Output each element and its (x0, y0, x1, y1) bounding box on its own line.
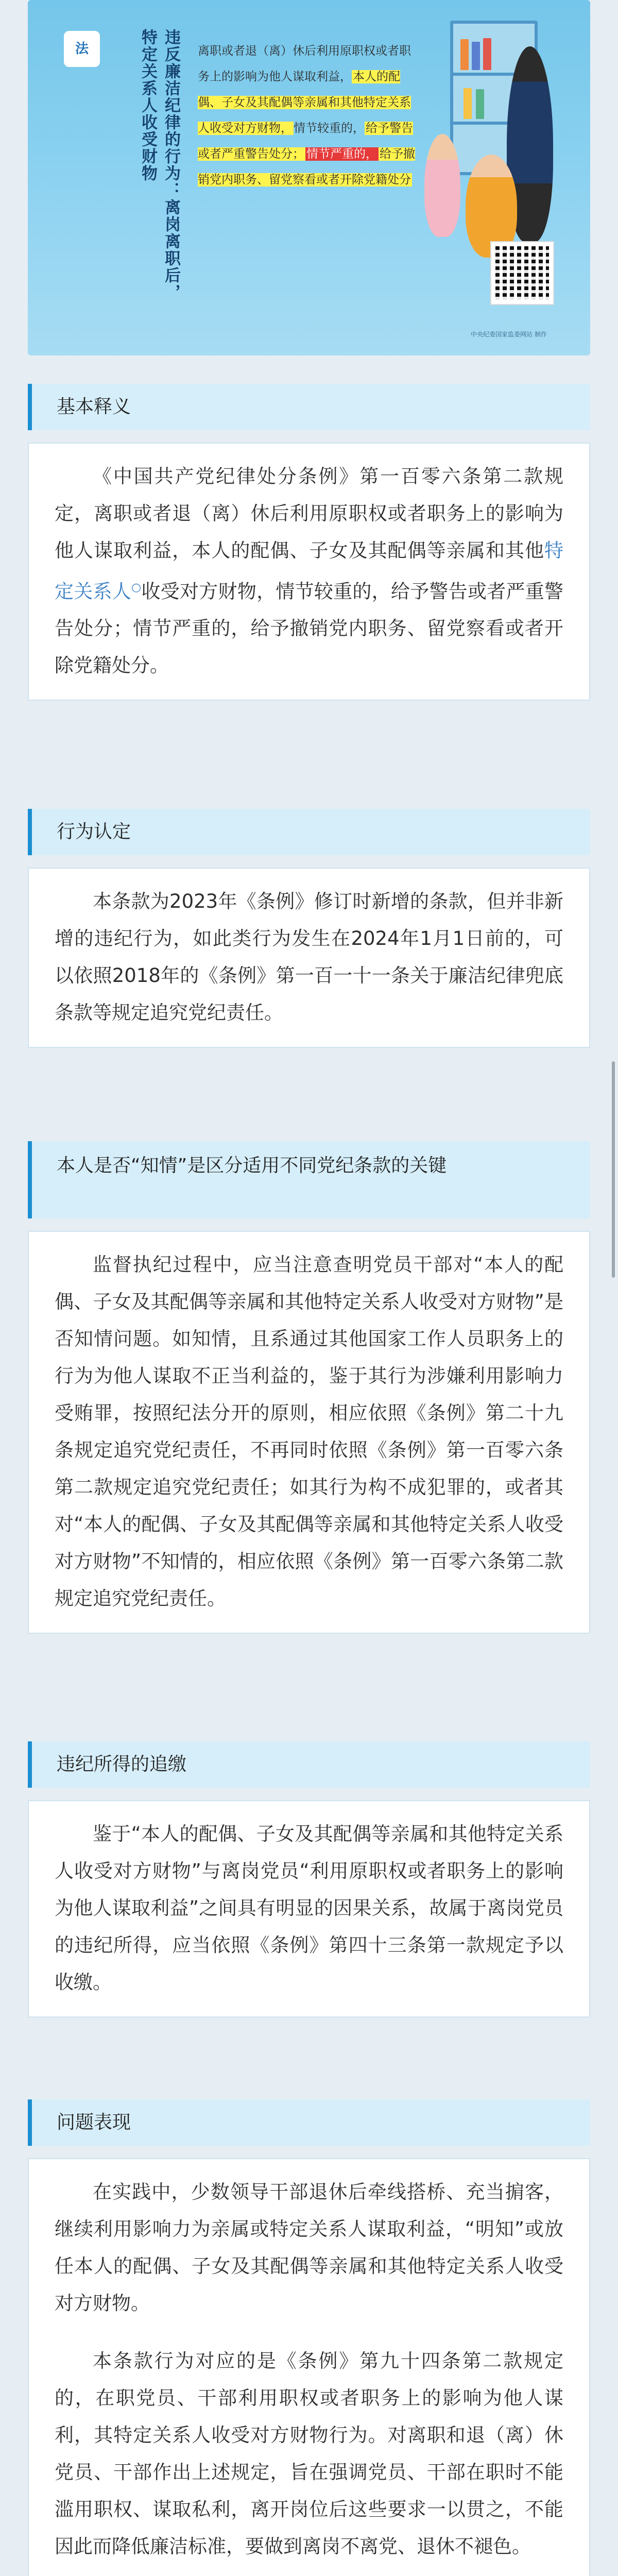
paragraph: 在实践中，少数领导干部退休后牵线搭桥、充当掮客，继续利用影响力为亲属或特定关系人谋取利益，“明知”或放任本人的配偶、子女及其配偶等亲属和其他特定关系人收受对方财物。 (55, 2181, 563, 2314)
section-title: 问题表现 (28, 2099, 590, 2146)
section-knowledge-key (28, 1141, 590, 1634)
paragraph: 鉴于“本人的配偶、子女及其配偶等亲属和其他特定关系人收受对方财物”与离岗党员“利用原职权或者职务上的影响为他人谋取利益”之间具有明显的因果关系，故属于离岗党员的违纪所得，应当依照《条例》第四十三条第一款规定予以收缴。 (55, 1823, 563, 1993)
paragraph: 《中国共产党纪律处分条例》第一百零六条第二款规定，离职或者退（离）休后利用原职权或者职务上的影响为他人谋取利益，本人的配偶、子女及其配偶等亲属和其他特定关系人○收受对方财物，情节较重的，给予警告或者严重警告处分；情节严重的，给予撤销党内职务、留党察看或者开除党籍处分。 (55, 465, 564, 677)
section-recovery-of-gains (28, 1741, 590, 2018)
section-body (28, 868, 590, 1048)
section-behavior-determination (28, 809, 590, 1048)
related-person-link[interactable]: 特定关系人 (55, 539, 563, 603)
paragraph: 监督执纪过程中，应当注意查明党员干部对“本人的配偶、子女及其配偶等亲属和其他特定关系人收受对方财物”是否知情问题。如知情，且系通过其他国家工作人员职务上的行为为他人谋取不正当利益的，鉴于其行为涉嫌利用影响力受贿罪，按照纪法分开的原则，相应依照《条例》第二十九条规定追究党纪责任，不再同时依照《条例》第一百零六条第二款规定追究党纪责任；如其行为构不成犯罪的，或者其对“本人的配偶、子女及其配偶等亲属和其他特定关系人收受对方财物”不知情的，相应依照《条例》第一百零六条第二款规定追究党纪责任。 (55, 1253, 563, 1609)
paragraph: 本条款为2023年《条例》修订时新增的条款，但并非新增的违纪行为，如此类行为发生在2024年1月1日前的，可以依照2018年的《条例》第一百一十一条关于廉洁纪律兜底条款等规定追究党纪责任。 (55, 890, 563, 1024)
section-title: 违纪所得的追缴 (28, 1741, 590, 1788)
banner-text-highlight: 给予警告或者严重警告处分； (198, 122, 413, 161)
section-basic-definition (28, 384, 590, 701)
section-title: 基本释义 (28, 384, 590, 430)
qr-code-icon (491, 242, 553, 304)
info-icon: ○ (131, 581, 142, 594)
banner-vertical-title: 违反廉洁纪律的行为：离岗离职后，特定关系人收受财物 (139, 29, 180, 301)
banner-text-part: 离职或者退（离）休后利用原职权或者职务上的影响为他人谋取利益， (198, 44, 411, 83)
scrollbar[interactable] (612, 1061, 615, 1278)
section-body (28, 1800, 590, 2018)
section-body (28, 2158, 590, 2576)
banner-logo: 法 (64, 31, 100, 67)
banner-credit: 中央纪委国家监委网站 制作 (471, 331, 547, 338)
section-problem-manifestation (28, 2099, 590, 2576)
section-title: 本人是否“知情”是区分适用不同党纪条款的关键 (28, 1141, 590, 1218)
banner-text-highlight-red: 情节严重的， (306, 147, 377, 161)
banner-text-part: 情节较重的， (294, 122, 365, 135)
section-title: 行为认定 (28, 809, 590, 855)
person-illustration (424, 134, 460, 237)
section-body (28, 443, 590, 701)
banner-infographic (28, 0, 590, 355)
paragraph: 本条款行为对应的是《条例》第九十四条第二款规定的，在职党员、干部利用职权或者职务上的影响为他人谋利，其特定关系人收受对方财物行为。对离职和退（离）休党员、干部作出上述规定，旨在强调党员、干部在职时不能滥用职权、谋取私利，离开岗位后这些要求一以贯之，不能因此而降低廉洁标准，要做到离岗不离党、退休不褪色。 (55, 2350, 563, 2557)
section-body (28, 1231, 590, 1634)
banner-text (198, 38, 419, 193)
banner-text-highlight: 本人的配偶、子女及其配偶等亲属和其他特定关系人收受对方财物， (198, 70, 411, 135)
banner-text-highlight: 给予撤销党内职务、留党察看或者开除党籍处分 (198, 147, 415, 187)
